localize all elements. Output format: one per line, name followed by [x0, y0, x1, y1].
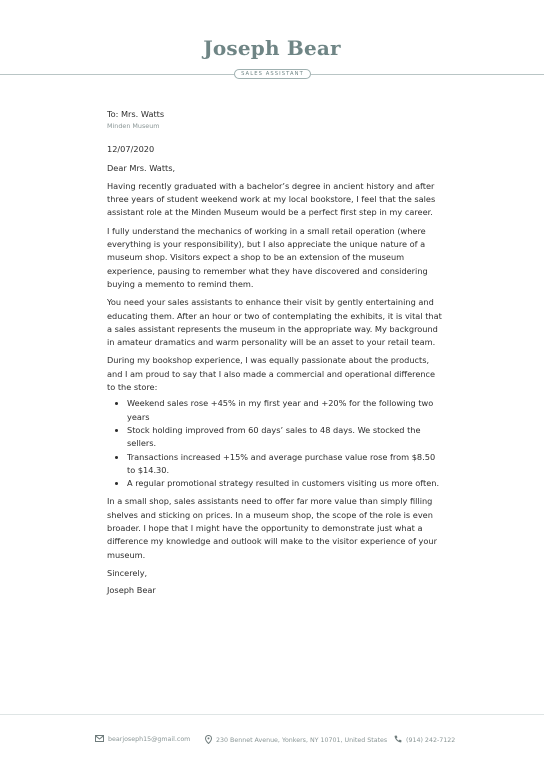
list-item: • Weekend sales rose +45% in my first year and +20% for the following two years	[127, 397, 443, 424]
footer-divider	[0, 714, 544, 715]
paragraph-intro: Having recently graduated with a bachelor’s degree in ancient history and after three years of student weekend work at my local bookstore, I feel that the sales assistant role at the Minden Museum would be a perfect first step in my career.	[107, 180, 436, 218]
map-pin-icon	[205, 735, 216, 746]
paragraph-visitors: You need your sales assistants to enhance their visit by gently entertaining and educating them. After an hour or two of contemplating the exhibits, it is vital that a sales assistant represents the museum in the appropriate way. My background in amateur dramatics and warm personality will be an asset to your retail team.	[107, 297, 442, 348]
phone-icon	[394, 735, 406, 745]
paragraph-bookshop: During my bookshop experience, I was equally passionate about the products, and I am proud to say that I also made a commercial and operational difference to the store:	[107, 355, 436, 393]
envelope-icon	[95, 735, 108, 744]
footer-contacts	[0, 735, 544, 747]
applicant-name: Joseph Bear	[203, 36, 341, 60]
letter-date: 12/07/2020	[107, 144, 155, 155]
achievements-list	[107, 397, 443, 490]
footer-address	[205, 735, 387, 746]
list-item: • A regular promotional strategy resulted in customers visiting us more often.	[127, 477, 443, 490]
recipient-organization: Minden Museum	[107, 122, 160, 131]
footer-email[interactable]	[95, 735, 190, 744]
role-badge: SALES ASSISTANT	[234, 69, 311, 79]
list-item: • Transactions increased +15% and average purchase value rose from $8.50 to $14.30.	[127, 451, 443, 478]
address-text: 230 Bennet Avenue, Yonkers, NY 10701, United States	[216, 737, 388, 744]
list-item: • Stock holding improved from 60 days’ sales to 48 days. We stocked the sellers.	[127, 424, 443, 451]
footer-phone[interactable]	[394, 735, 455, 745]
salutation: Dear Mrs. Watts,	[107, 162, 176, 173]
recipient-name: To: Mrs. Watts	[107, 109, 165, 119]
paragraph-closing: In a small shop, sales assistants need to offer far more value than simply filling shelves and sticking on prices. In a museum shop, the scope of the role is even broader. I hope that I might have the opportunity to demonstrate just what a difference my knowledge and outlook will make to the visitor experience of your museum.	[107, 496, 437, 560]
email-text: bearjoseph15@gmail.com	[108, 736, 191, 743]
signature-name: Joseph Bear	[107, 585, 156, 596]
header-divider-right	[311, 74, 544, 75]
letter-body	[107, 108, 443, 598]
phone-text: (914) 242-7122	[406, 736, 456, 744]
sign-off: Sincerely,	[107, 567, 148, 578]
paragraph-retail: I fully understand the mechanics of working in a small retail operation (where everything is your responsibility), but I also appreciate the unique nature of a museum shop. Visitors expect a shop to be an extension of the museum experience, pausing to remember what they have discovered and considering buying a memento to remind them.	[107, 225, 428, 289]
header-divider-left	[0, 74, 234, 75]
